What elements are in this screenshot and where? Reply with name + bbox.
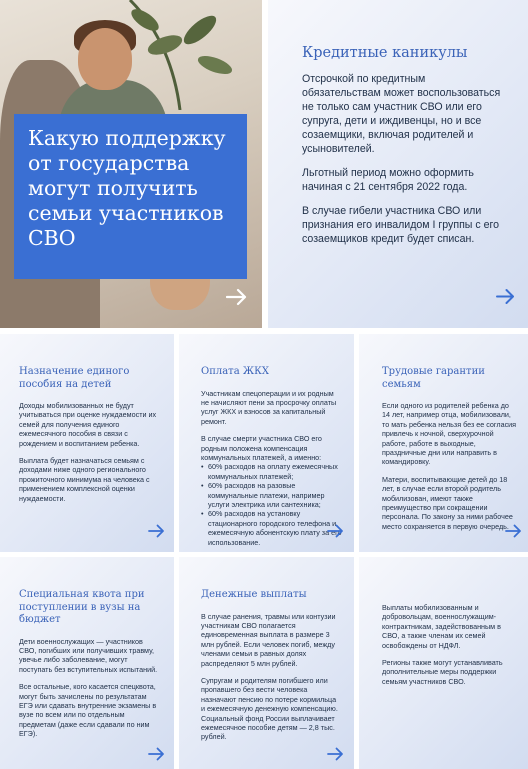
list-item: • 60% расходов на разовые коммунальные платежи, например услуги электрика или сантехника; (201, 481, 342, 509)
card-utilities (179, 334, 354, 552)
labor-paragraph: Матери, воспитывающие детей до 18 лет, в случае если второй родитель мобилизован, имеют также преимущество при сокращении персонала. По закону за ними рабочее место сохраняется в первую очередь. (382, 474, 513, 531)
card-child-allowance (0, 334, 174, 552)
card-cash-payments (179, 557, 354, 769)
credit-paragraph: Льготный период можно оформить начиная с 21 сентября 2022 года. (302, 167, 474, 193)
payments-heading: Денежные выплаты (201, 589, 307, 600)
quota-paragraph: Дети военнослужащих — участников СВО, погибших или получивших травму, увечье либо заболевание, могут поступать без вступительных испытаний. (19, 636, 158, 674)
utilities-heading: Оплата ЖКХ (201, 366, 269, 377)
allowance-paragraph: Доходы мобилизованных не будут учитываться при оценке нуждаемости их семей для получения единого ежемесячного пособия в связи с рождением и воспитанием ребенка. (19, 401, 157, 448)
labor-paragraph: Если одного из родителей ребенка до 14 лет, например отца, мобилизовали, то мать ребенка нельзя без ее согласия привлечь к ночной, сверхурочной работе, работе в выходные, праздничные дни или направить в командировку. (382, 401, 517, 467)
allowance-paragraph: Выплата будет назначаться семьям с доходами ниже одного регионального прожиточного минимума на человека с применением комплексной оценки нуждаемости. (19, 456, 150, 503)
arrow-right-icon[interactable] (148, 747, 165, 761)
hero-photo (0, 0, 262, 328)
quota-heading: Специальная квота при поступлении в вузы на бюджет (19, 589, 145, 625)
card-labor-guarantees (359, 334, 528, 552)
utilities-bullet-list (201, 462, 342, 547)
credit-paragraph: Отсрочкой по кредитным обязательствам может воспользоваться не только сам участник СВО или его супруга, дети и иждивенцы, но и все созаемщики, включая родителей и усыновителей. (302, 73, 501, 155)
list-item: • 60% расходов на установку стационарного городского телефона и ежемесячную абонентскую плату за его использование. (201, 509, 342, 547)
credit-paragraph: В случае гибели участника СВО или признания его инвалидом I группы с его созаемщиков кредит будет списан. (302, 205, 500, 245)
card-university-quota (0, 557, 174, 769)
tax-paragraph: Выплаты мобилизованным и добровольцам, военнослужащим-контрактникам, задействованным в СВО, а также членам их семей освобождены от НДФЛ. (382, 603, 501, 650)
list-item: • 60% расходов на оплату ежемесячных коммунальных платежей; (201, 462, 342, 481)
tax-paragraph: Регионы также могут устанавливать дополнительные меры поддержки семьям участников СВО. (382, 658, 503, 686)
allowance-heading: Назначение единого пособия на детей (19, 366, 130, 390)
card-tax-exemption (359, 557, 528, 769)
hero-title-box (14, 114, 247, 279)
payments-paragraph: Супругам и родителям погибшего или пропавшего без вести человека назначают пенсию по потере кормильца и ежемесячную денежную компенсацию. Социальный фонд России выплачивает ежемесячное пособие детям — 2,8 тыс. рублей. (201, 675, 338, 742)
arrow-right-icon[interactable] (496, 288, 516, 305)
payments-paragraph: В случае ранения, травмы или контузии участникам СВО полагается единовременная выплата в размере 3 млн рублей. Если человек погиб, между членами семьи в равных долях распределяют 5 млн рублей. (201, 611, 336, 668)
arrow-right-icon[interactable] (226, 288, 248, 306)
arrow-right-icon[interactable] (327, 747, 344, 761)
arrow-right-icon[interactable] (505, 524, 522, 538)
card-credit-holidays (268, 0, 528, 328)
credit-heading: Кредитные каникулы (302, 45, 468, 61)
hero-title: Какую поддержку от государства могут получить семьи участников СВО (28, 126, 226, 250)
labor-heading: Трудовые гарантии семьям (382, 366, 485, 390)
arrow-right-icon[interactable] (327, 524, 344, 538)
child-head (78, 28, 132, 90)
quota-paragraph: Все остальные, кого касается спецквота, могут быть зачислены по результатам ЕГЭ или сдавать внутренние экзамены в вузе по всем или по отдельным предметам (даже если сдавали по ним ЕГЭ). (19, 682, 157, 739)
arrow-right-icon[interactable] (148, 524, 165, 538)
utilities-paragraph: В случае смерти участника СВО его родным положена компенсация коммунальных платежей, а именно: (201, 434, 322, 462)
utilities-paragraph: Участникам спецоперации и их родным не начисляют пени за просрочку оплаты услуг ЖКХ и взносов за капитальный ремонт. (201, 388, 337, 426)
